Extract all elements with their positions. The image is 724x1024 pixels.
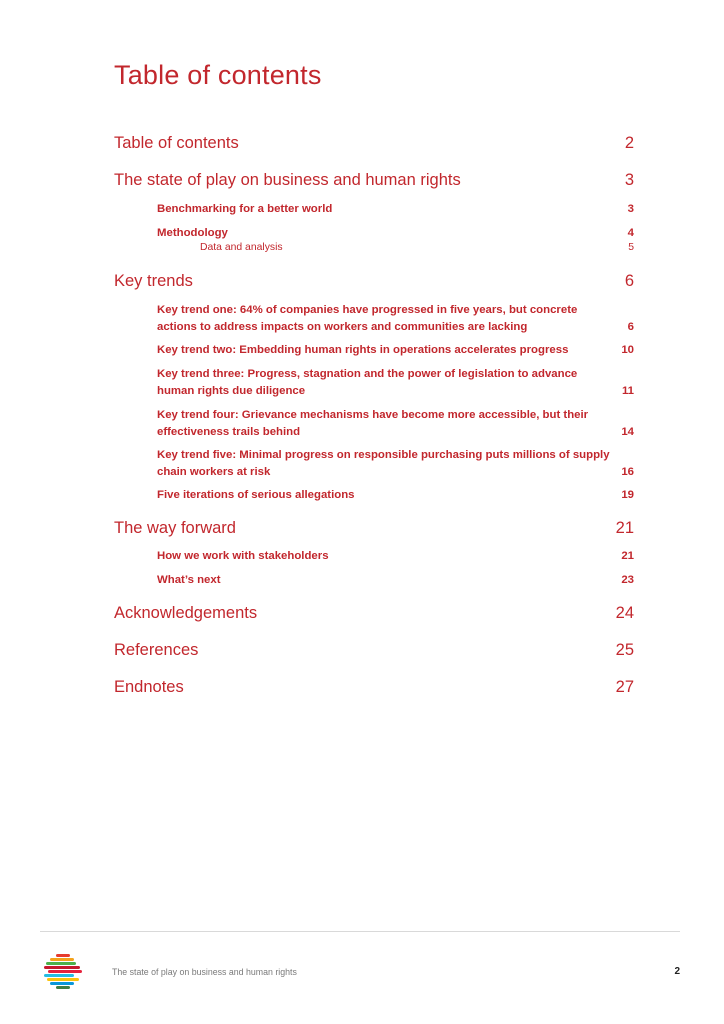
- toc-entry-text: Key trend five: Minimal progress on responsible purchasing puts millions of supply chain workers at risk: [157, 449, 610, 478]
- toc-entry-way-forward[interactable]: [114, 519, 634, 538]
- toc-entry-text: The state of play on business and human rights: [114, 171, 461, 189]
- toc-entry-page: 6: [627, 320, 634, 333]
- toc-entry-methodology[interactable]: [157, 225, 634, 242]
- toc-entry-text: Key trend one: 64% of companies have progressed in five years, but concrete actions to address impacts on workers and communities are lacking: [157, 304, 578, 333]
- toc-entry-key-trend-one[interactable]: [157, 302, 634, 335]
- toc-entry-state-of-play[interactable]: [114, 171, 634, 190]
- toc-entry-page: 21: [621, 550, 634, 562]
- toc-entry-benchmarking[interactable]: [157, 201, 634, 218]
- toc-entry-text: Endnotes: [114, 678, 184, 696]
- toc-entry-key-trend-four[interactable]: [157, 407, 634, 440]
- toc-entry-acknowledgements[interactable]: [114, 604, 634, 623]
- toc-entry-text: Key trend three: Progress, stagnation and the power of legislation to advance human rights due diligence: [157, 368, 578, 397]
- toc-entry-page: 24: [615, 604, 634, 622]
- toc-entry-table-of-contents[interactable]: [114, 134, 634, 153]
- toc-entry-page: 19: [621, 489, 634, 501]
- toc-entry-page: 23: [621, 574, 634, 586]
- toc-entry-text: References: [114, 641, 199, 659]
- striped-globe-logo: [44, 954, 82, 992]
- toc-entry-page: 5: [628, 242, 634, 253]
- toc-entry-page: 25: [615, 641, 634, 659]
- toc-entry-text: Benchmarking for a better world: [157, 203, 333, 215]
- toc-entry-text: Acknowledgements: [114, 604, 258, 622]
- toc-entry-references[interactable]: [114, 641, 634, 660]
- toc-entry-page: 14: [621, 425, 634, 438]
- toc-entry-page: 3: [627, 203, 634, 215]
- toc-entry-text: What’s next: [157, 574, 221, 586]
- toc-entry-stakeholders[interactable]: [157, 548, 634, 565]
- toc-entry-page: 16: [621, 465, 634, 478]
- toc-entry-whats-next[interactable]: [157, 572, 634, 589]
- toc-entry-page: 10: [621, 344, 634, 356]
- toc-entry-key-trend-three[interactable]: [157, 366, 634, 399]
- toc-entry-page: 11: [621, 384, 634, 397]
- toc-entry-data-analysis[interactable]: [200, 242, 634, 253]
- footer-page-number: 2: [674, 966, 680, 977]
- toc-entry-page: 21: [615, 519, 634, 537]
- toc-entry-page: 27: [615, 678, 634, 696]
- toc-entry-key-trends[interactable]: [114, 272, 634, 291]
- toc-entry-text: Table of contents: [114, 134, 239, 152]
- toc-entry-key-trend-five[interactable]: [157, 447, 634, 480]
- toc-entry-page: 2: [624, 134, 634, 152]
- toc-entry-text: Methodology: [157, 227, 228, 239]
- page-title: Table of contents: [114, 60, 322, 90]
- footer-document-title: The state of play on business and human rights: [112, 967, 297, 977]
- toc-entry-text: Five iterations of serious allegations: [157, 489, 355, 501]
- toc-entry-page: 4: [627, 227, 634, 239]
- toc-entry-page: 3: [624, 171, 634, 189]
- toc-entry-text: Data and analysis: [200, 242, 283, 253]
- toc-entry-text: Key trend two: Embedding human rights in operations accelerates progress: [157, 344, 569, 356]
- toc-entry-key-trend-two[interactable]: [157, 342, 634, 359]
- toc-entry-page: 6: [624, 272, 634, 290]
- toc-entry-endnotes[interactable]: [114, 678, 634, 697]
- footer-divider: [40, 931, 680, 932]
- toc-entry-text: Key trend four: Grievance mechanisms have become more accessible, but their effectiveness trails behind: [157, 409, 589, 438]
- toc-entry-text: Key trends: [114, 272, 193, 290]
- toc-entry-text: The way forward: [114, 519, 236, 537]
- toc-entry-text: How we work with stakeholders: [157, 550, 329, 562]
- toc-entry-serious-allegations[interactable]: [157, 487, 634, 504]
